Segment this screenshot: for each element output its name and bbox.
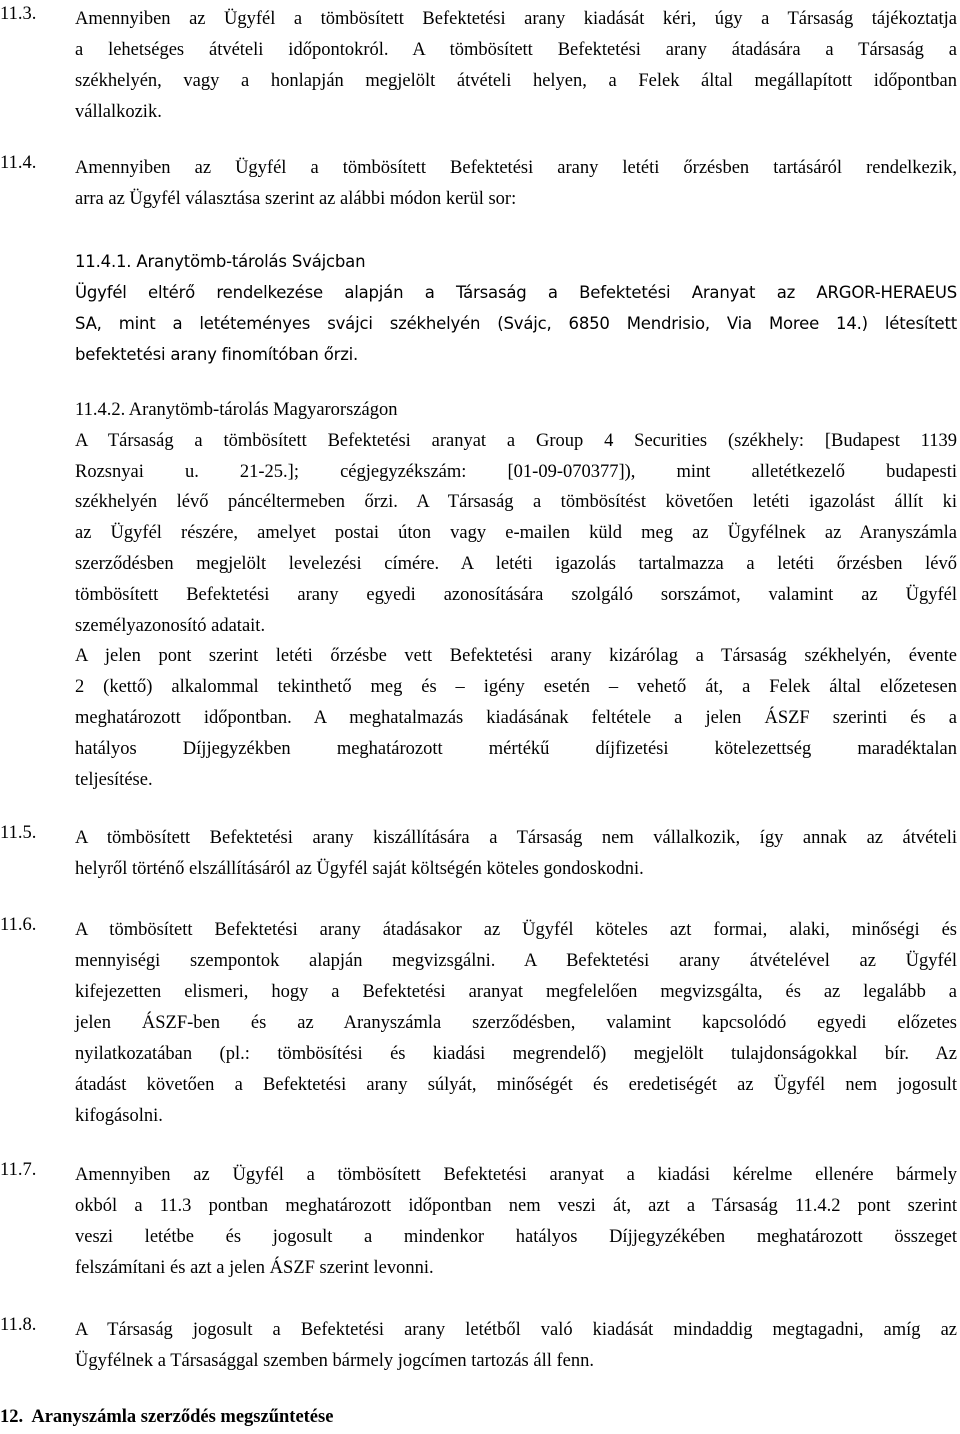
paragraph-line: kifogásolni. bbox=[75, 1106, 163, 1126]
section-number: 11.3. bbox=[0, 4, 37, 24]
subsection-heading: 11.4.1. Aranytömb-tárolás Svájcban bbox=[75, 252, 366, 271]
paragraph-line: A tömbösített Befektetési arany átadásakor az Ügyfél köteles azt formai, alaki, minőségi és bbox=[75, 920, 957, 940]
paragraph-line: A Társaság jogosult a Befektetési arany letétből való kiadását mindaddig megtagadni, amíg az bbox=[75, 1320, 957, 1340]
paragraph-line: A tömbösített Befektetési arany kiszállítására a Társaság nem vállalkozik, így annak az átvételi bbox=[75, 828, 957, 848]
paragraph-line: a lehetséges átvételi időpontokról. A tömbösített Befektetési arany átadására a Társaság a bbox=[75, 40, 957, 60]
paragraph-line: Amennyiben az Ügyfél a tömbösített Befektetési arany kiadását kéri, úgy a Társaság tájékoztatja bbox=[75, 9, 957, 29]
section-number: 11.6. bbox=[0, 915, 37, 935]
paragraph-line: teljesítése. bbox=[75, 769, 153, 790]
chapter-heading: 12. Aranyszámla szerződés megszűntetése bbox=[0, 1407, 334, 1427]
paragraph-line: szerződésben megjelölt levelezési címére. A letéti igazolás tartalmazza a letéti őrzésben lévő bbox=[75, 553, 957, 574]
paragraph-line: A Társaság a tömbösített Befektetési aranyat a Group 4 Securities (székhely: [Budapest 1139 bbox=[75, 430, 957, 451]
paragraph-line: meghatározott időpontban. A meghatalmazás kiadásának feltétele a jelen ÁSZF szerinti és a bbox=[75, 707, 957, 728]
paragraph-line: befektetési arany finomítóban őrzi. bbox=[75, 345, 359, 364]
section-number: 11.4. bbox=[0, 153, 37, 173]
paragraph-line: Rozsnyai u. 21-25.]; cégjegyzékszám: [01-09-070377]), mint alletétkezelő budapesti bbox=[75, 461, 957, 482]
section-number: 11.7. bbox=[0, 1160, 37, 1180]
paragraph-line: jelen ÁSZF-ben és az Aranyszámla szerződésben, valamint kapcsolódó egyedi előzetes bbox=[75, 1013, 957, 1033]
paragraph-line: székhelyén, vagy a honlapján megjelölt átvételi helyen, a Felek által megállapított időpontban bbox=[75, 71, 957, 91]
paragraph-line: vállalkozik. bbox=[75, 102, 162, 122]
paragraph-line: személyazonosító adatait. bbox=[75, 615, 266, 636]
paragraph-line: az Ügyfél részére, amelyet postai úton vagy e-mailen küld meg az Ügyfélnek az Aranyszámla bbox=[75, 523, 957, 544]
paragraph-line: nyilatkozatában (pl.: tömbösítési és kiadási megrendelő) megjelölt tulajdonságokkal bír. Az bbox=[75, 1044, 957, 1064]
subsection-heading: 11.4.2. Aranytömb-tárolás Magyarországon bbox=[75, 400, 398, 420]
paragraph-line: helyről történő elszállításáról az Ügyfél saját költségén köteles gondoskodni. bbox=[75, 859, 644, 879]
paragraph-line: székhelyén lévő páncéltermeben őrzi. A Társaság a tömbösítést követően letéti igazolást állít ki bbox=[75, 492, 957, 513]
paragraph-line: 2 (kettő) alkalommal tekinthető meg és – igény esetén – vehető át, a Felek által előzetesen bbox=[75, 677, 957, 698]
paragraph-line: mennyiségi szempontok alapján megvizsgálni. A Befektetési arany átvételével az Ügyfél bbox=[75, 951, 957, 971]
paragraph-line: Ügyfélnek a Társasággal szemben bármely jogcímen tartozás áll fenn. bbox=[75, 1351, 594, 1371]
paragraph-line: Amennyiben az Ügyfél a tömbösített Befektetési aranyat a kiadási kérelme ellenére bármely bbox=[75, 1165, 957, 1185]
section-number: 11.5. bbox=[0, 823, 37, 843]
paragraph-line: hatályos Díjjegyzékben meghatározott mértékű díjfizetési kötelezettség maradéktalan bbox=[75, 738, 957, 759]
paragraph-line: Amennyiben az Ügyfél a tömbösített Befektetési arany letéti őrzésben tartásáról rendelkezik, bbox=[75, 158, 957, 178]
paragraph-line: SA, mint a letéteményes svájci székhelyén (Svájc, 6850 Mendrisio, Via Moree 14.) létesített bbox=[75, 314, 957, 333]
section-number: 11.8. bbox=[0, 1315, 37, 1335]
paragraph-line: Ügyfél eltérő rendelkezése alapján a Társaság a Befektetési Aranyat az ARGOR-HERAEUS bbox=[75, 283, 957, 302]
paragraph-line: felszámítani és azt a jelen ÁSZF szerint levonni. bbox=[75, 1258, 434, 1278]
paragraph-line: veszi letétbe és jogosult a mindenkor hatályos Díjjegyzékében meghatározott összeget bbox=[75, 1227, 957, 1247]
paragraph-line: arra az Ügyfél választása szerint az alábbi módon kerül sor: bbox=[75, 189, 517, 209]
paragraph-line: okból a 11.3 pontban meghatározott időpontban nem veszi át, azt a Társaság 11.4.2 pont szerint bbox=[75, 1196, 957, 1216]
paragraph-line: tömbösített Befektetési arany egyedi azonosítására szolgáló sorszámot, valamint az Ügyfél bbox=[75, 584, 957, 605]
paragraph-line: kifejezetten elismeri, hogy a Befektetési aranyat megfelelően megvizsgálta, és az legalább a bbox=[75, 982, 957, 1002]
paragraph-line: átadást követően a Befektetési arany súlyát, minőségét és eredetiségét az Ügyfél nem jogosult bbox=[75, 1075, 957, 1095]
paragraph-line: A jelen pont szerint letéti őrzésbe vett Befektetési arany kizárólag a Társaság székhelyén, évente bbox=[75, 646, 957, 667]
